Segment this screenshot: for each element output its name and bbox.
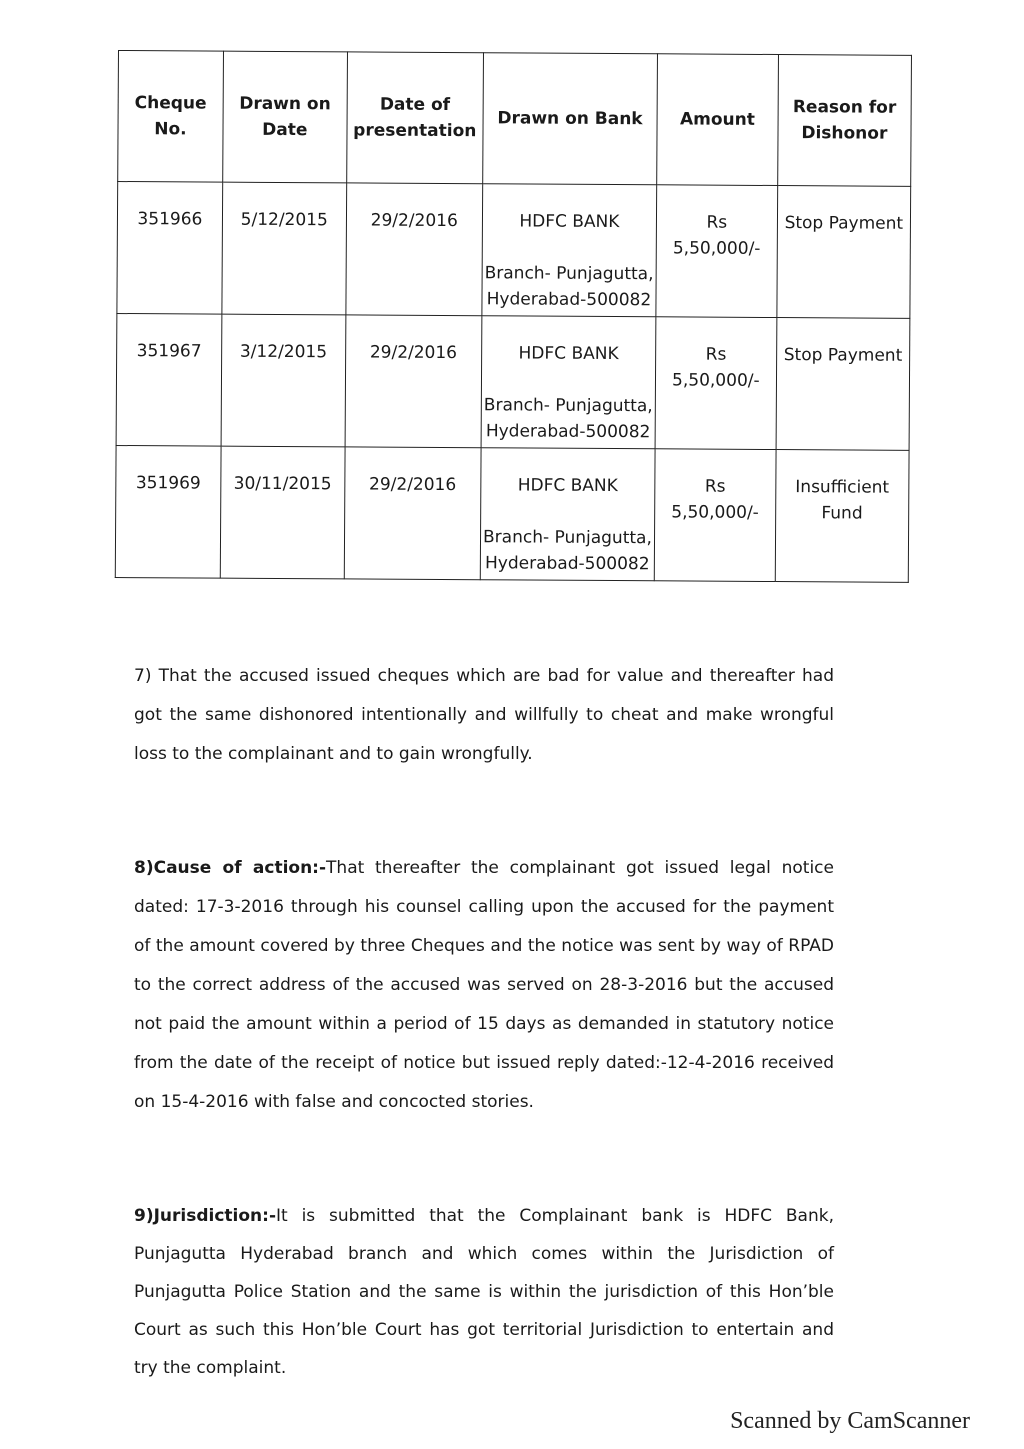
cell-cheque-no: 351969 (115, 445, 221, 578)
header-reason-for-dishonor: Reason for Dishonor (777, 55, 911, 187)
cell-presented: 29/2/2016 (344, 447, 481, 580)
cell-reason: Insufficient Fund (775, 450, 909, 583)
header-drawn-on-bank: Drawn on Bank (483, 53, 658, 185)
table-row (116, 313, 910, 450)
cheque-table (115, 50, 912, 583)
bank-branch: Branch- Punjagutta, (483, 395, 653, 417)
amount-value: 5,50,000/- (672, 238, 761, 259)
bank-name: HDFC BANK (519, 211, 620, 233)
header-date-of-presentation: Date of presentation (346, 52, 483, 184)
amount-value: 5,50,000/- (671, 502, 759, 523)
cell-bank (482, 184, 657, 317)
amount-value: 5,50,000/- (672, 370, 760, 391)
cell-amount (654, 449, 776, 582)
paragraph-9-jurisdiction (134, 1197, 834, 1387)
paragraph-9-label: 9)Jurisdiction:- (134, 1206, 277, 1226)
header-amount: Amount (657, 54, 779, 186)
cell-amount (655, 317, 777, 450)
amount-prefix: Rs (704, 476, 726, 497)
table-row (117, 182, 911, 319)
cell-presented: 29/2/2016 (346, 183, 483, 316)
table-header-row (118, 51, 912, 187)
amount-prefix: Rs (706, 212, 728, 233)
cell-cheque-no: 351967 (116, 313, 222, 446)
paragraph-9-text: It is submitted that the Complainant bank is HDFC Bank, Punjagutta Hyderabad branch and which comes within the Jurisdiction of Punjagutta Police Station and the same is within the jurisdiction of this Hon’ble Court as such this Hon’ble Court has got territorial Jurisdiction to entertain and try the complaint. (134, 1206, 834, 1378)
cell-bank (481, 316, 656, 449)
cell-reason: Stop Payment (777, 186, 911, 319)
cell-presented: 29/2/2016 (345, 315, 482, 448)
bank-city: Hyderabad-500082 (485, 421, 651, 443)
table-row (115, 445, 909, 582)
bank-branch: Branch- Punjagutta, (484, 263, 654, 285)
cell-bank (480, 448, 655, 581)
paragraph-7: 7) That the accused issued cheques which are bad for value and thereafter had got the same dishonored intentionally and willfully to cheat and make wrongful loss to the complainant and to gain wrongfully. (134, 666, 834, 764)
cell-amount (656, 185, 778, 318)
scanner-watermark: Scanned by CamScanner (730, 1408, 970, 1434)
paragraph-8-label: 8)Cause of action:- (134, 858, 327, 878)
cell-reason: Stop Payment (776, 318, 910, 451)
bank-city: Hyderabad-500082 (486, 289, 652, 311)
cell-drawn-on: 30/11/2015 (220, 446, 345, 579)
cell-drawn-on: 3/12/2015 (221, 314, 346, 447)
header-cheque-no: Cheque No. (118, 51, 224, 183)
header-drawn-on-date: Drawn on Date (223, 51, 348, 183)
cell-cheque-no: 351966 (117, 182, 223, 315)
bank-city: Hyderabad-500082 (484, 553, 650, 575)
bank-name: HDFC BANK (517, 475, 618, 497)
bank-name: HDFC BANK (518, 343, 619, 365)
paragraph-8-cause-of-action (134, 849, 834, 1122)
paragraph-8-text: That thereafter the complainant got issued legal notice dated: 17-3-2016 through his counsel calling upon the accused for the payment of the amount covered by three Cheques and the notice was sent by way of RPAD to the correct address of the accused was served on 28-3-2016 but the accused not paid the amount within a period of 15 days as demanded in statutory notice from the date of the receipt of notice but issued reply dated:-12-4-2016 received on 15-4-2016 with false and concocted stories. (134, 858, 834, 1112)
bank-branch: Branch- Punjagutta, (482, 527, 652, 549)
cell-drawn-on: 5/12/2015 (222, 182, 347, 315)
amount-prefix: Rs (705, 344, 727, 365)
